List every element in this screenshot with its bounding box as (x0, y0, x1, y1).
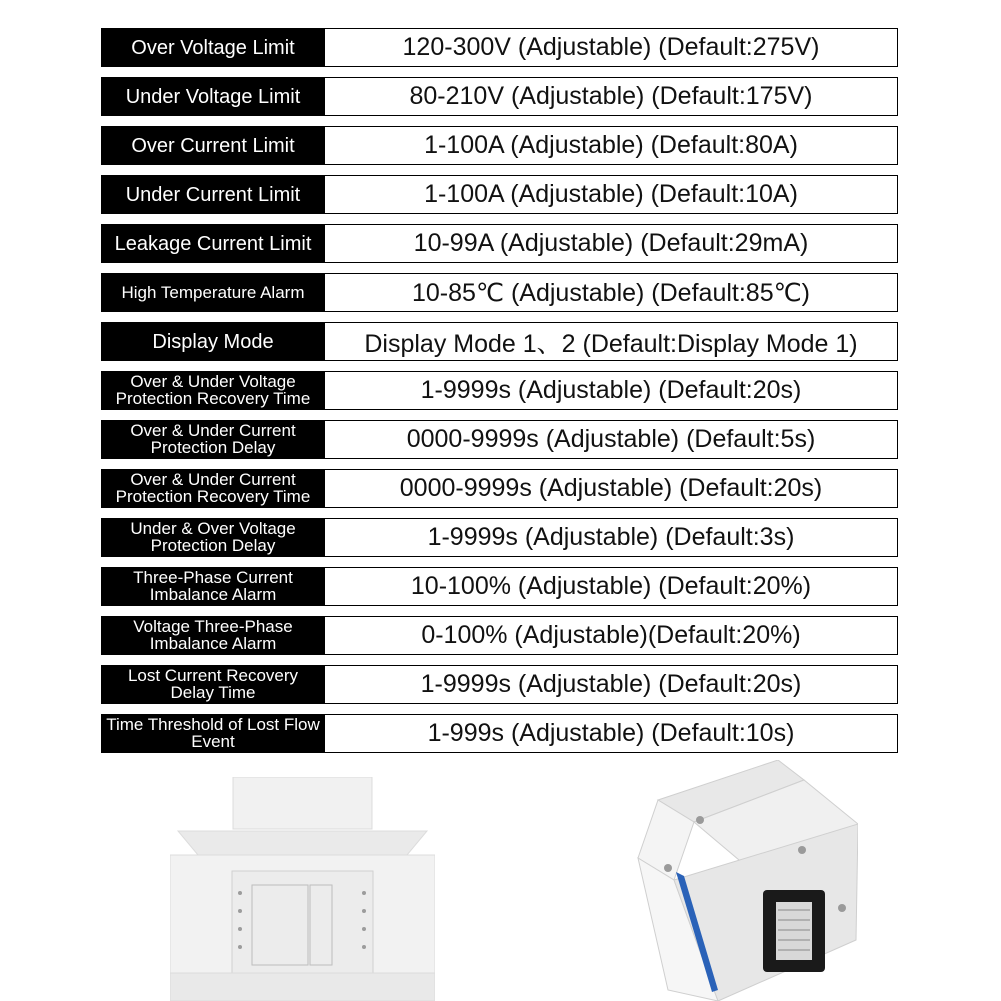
spec-label: Display Mode (101, 322, 325, 361)
spec-row (101, 371, 898, 410)
spec-row (101, 322, 898, 361)
spec-value: 1-9999s (Adjustable) (Default:3s) (325, 518, 898, 557)
spec-value: 1-9999s (Adjustable) (Default:20s) (325, 371, 898, 410)
spec-value: 0-100% (Adjustable)(Default:20%) (325, 616, 898, 655)
spec-value: Display Mode 1、2 (Default:Display Mode 1) (325, 322, 898, 361)
spec-row (101, 665, 898, 704)
spec-label: Leakage Current Limit (101, 224, 325, 263)
spec-row (101, 616, 898, 655)
spec-row (101, 175, 898, 214)
device-iso-image (628, 760, 858, 1001)
spec-value: 1-9999s (Adjustable) (Default:20s) (325, 665, 898, 704)
spec-value: 10-100% (Adjustable) (Default:20%) (325, 567, 898, 606)
spec-label: Over & Under Current Protection Delay (101, 420, 325, 459)
spec-value: 0000-9999s (Adjustable) (Default:5s) (325, 420, 898, 459)
spec-value: 0000-9999s (Adjustable) (Default:20s) (325, 469, 898, 508)
spec-row (101, 224, 898, 263)
spec-row (101, 420, 898, 459)
spec-label: Under Current Limit (101, 175, 325, 214)
spec-label: Over Current Limit (101, 126, 325, 165)
spec-row (101, 126, 898, 165)
spec-table (101, 28, 898, 763)
spec-row (101, 28, 898, 67)
spec-value: 1-100A (Adjustable) (Default:10A) (325, 175, 898, 214)
spec-row (101, 469, 898, 508)
spec-row (101, 518, 898, 557)
spec-value: 10-85℃ (Adjustable) (Default:85℃) (325, 273, 898, 312)
spec-value: 120-300V (Adjustable) (Default:275V) (325, 28, 898, 67)
spec-row (101, 714, 898, 753)
spec-label: Under Voltage Limit (101, 77, 325, 116)
spec-label: Over & Under Current Protection Recovery Time (101, 469, 325, 508)
device-front-image (170, 777, 435, 1001)
spec-label: Over Voltage Limit (101, 28, 325, 67)
spec-value: 1-100A (Adjustable) (Default:80A) (325, 126, 898, 165)
spec-label: Over & Under Voltage Protection Recovery Time (101, 371, 325, 410)
spec-label: High Temperature Alarm (101, 273, 325, 312)
spec-label: Time Threshold of Lost Flow Event (101, 714, 325, 753)
spec-label: Three-Phase Current Imbalance Alarm (101, 567, 325, 606)
spec-row (101, 273, 898, 312)
spec-label: Voltage Three-Phase Imbalance Alarm (101, 616, 325, 655)
spec-row (101, 567, 898, 606)
spec-row (101, 77, 898, 116)
spec-value: 1-999s (Adjustable) (Default:10s) (325, 714, 898, 753)
spec-value: 80-210V (Adjustable) (Default:175V) (325, 77, 898, 116)
spec-value: 10-99A (Adjustable) (Default:29mA) (325, 224, 898, 263)
spec-label: Under & Over Voltage Protection Delay (101, 518, 325, 557)
spec-label: Lost Current Recovery Delay Time (101, 665, 325, 704)
